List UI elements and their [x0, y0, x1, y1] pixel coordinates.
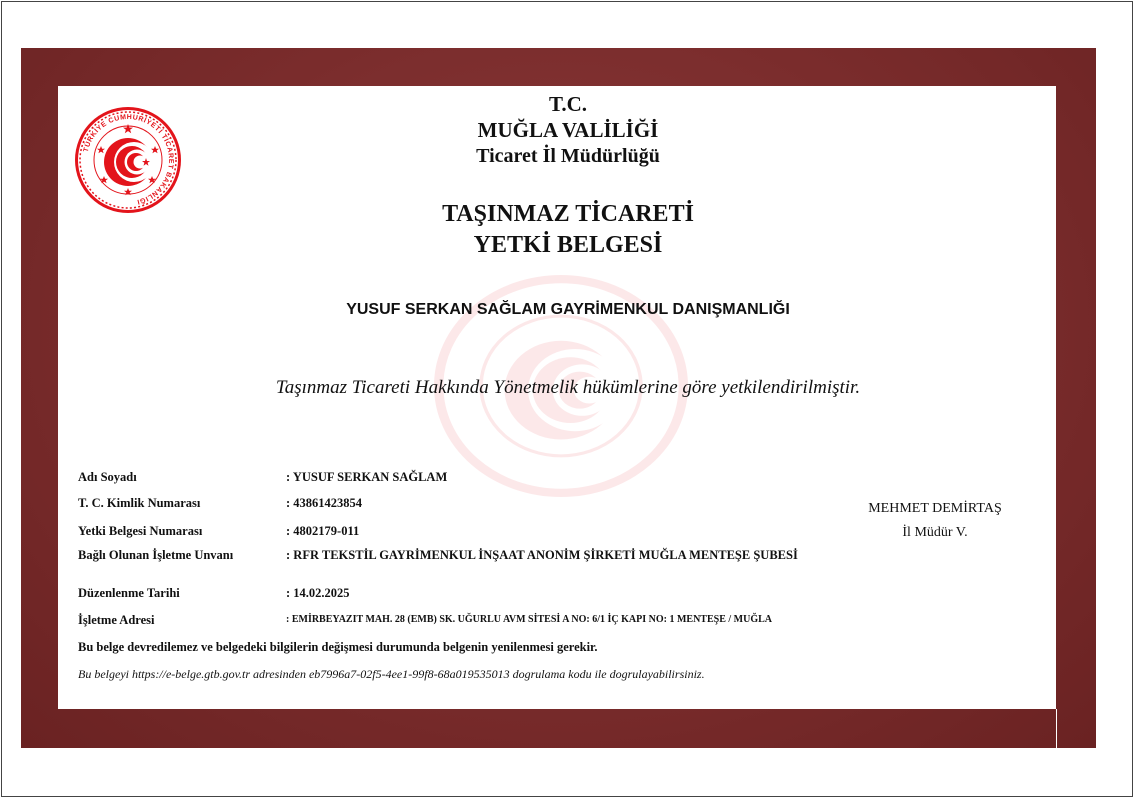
- signatory-title: İl Müdür V.: [902, 525, 968, 540]
- field-label: Düzenlenme Tarihi: [78, 586, 180, 600]
- header-directorate: Ticaret İl Müdürlüğü: [476, 145, 660, 167]
- field-label: Bağlı Olunan İşletme Unvanı: [78, 548, 234, 562]
- authorization-statement: Taşınmaz Ticareti Hakkında Yönetmelik hükümlerine göre yetkilendirilmiştir.: [275, 377, 861, 398]
- paper-edge: [1056, 709, 1057, 748]
- certificate-title-line1: TAŞINMAZ TİCARETİ: [442, 201, 694, 227]
- field-label: Adı Soyadı: [78, 470, 137, 484]
- signatory-name: MEHMET DEMİRTAŞ: [868, 501, 1002, 516]
- header-tc: T.C.: [548, 92, 588, 116]
- certificate-title-line2: YETKİ BELGESİ: [473, 232, 663, 258]
- field-label: İşletme Adresi: [78, 613, 155, 627]
- field-value: : YUSUF SERKAN SAĞLAM: [286, 470, 448, 484]
- company-name: YUSUF SERKAN SAĞLAM GAYRİMENKUL DANIŞMANLIĞI: [346, 301, 790, 318]
- field-value: : 4802179-011: [286, 524, 360, 538]
- field-value: : 14.02.2025: [286, 586, 350, 600]
- transfer-notice: Bu belge devredilemez ve belgedeki bilgilerin değişmesi durumunda belgenin yenilenmesi gerekir.: [78, 640, 598, 654]
- verification-note: Bu belgeyi https://e-belge.gtb.gov.tr adresinden eb7996a7-02f5-4ee1-99f8-68a019535013 dogrulama kodu ile dogrulayabilirsiniz.: [78, 667, 705, 681]
- field-value: : EMİRBEYAZIT MAH. 28 (EMB) SK. UĞURLU AVM SİTESİ A NO: 6/1 İÇ KAPI NO: 1 MENTEŞE / MUĞLA: [286, 614, 772, 625]
- field-label: Yetki Belgesi Numarası: [78, 524, 203, 538]
- svg-text:TÜRKİYE CUMHURİYETİ TİCARET BA: TÜRKİYE CUMHURİYETİ TİCARET BAKANLIĞI: [82, 113, 175, 206]
- field-value: : 43861423854: [286, 496, 363, 510]
- field-value: : RFR TEKSTİL GAYRİMENKUL İNŞAAT ANONİM ŞİRKETİ MUĞLA MENTEŞE ŞUBESİ: [286, 548, 798, 562]
- field-label: T. C. Kimlik Numarası: [78, 496, 201, 510]
- header-governorship: MUĞLA VALİLİĞİ: [477, 118, 659, 142]
